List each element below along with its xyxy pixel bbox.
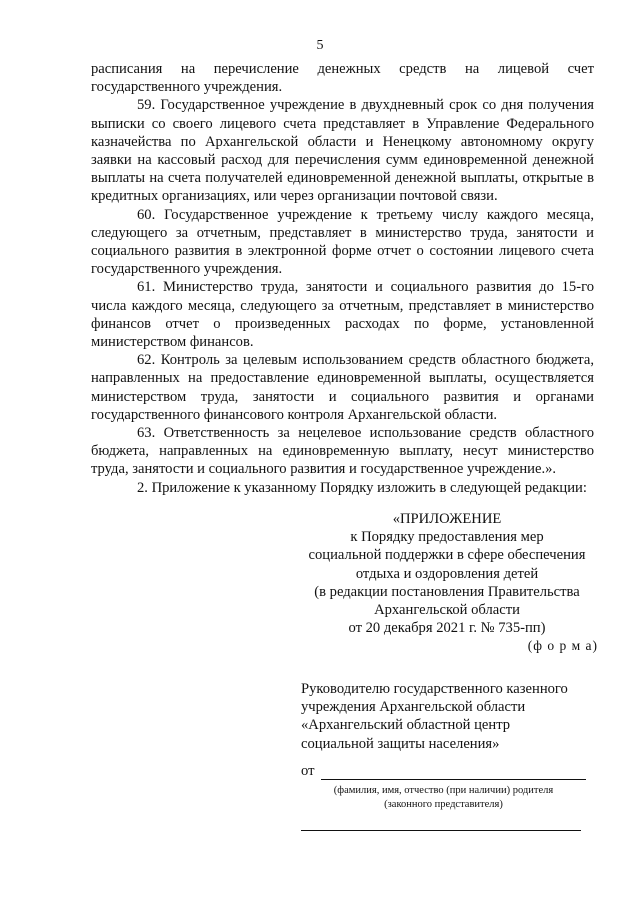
appendix-line: (в редакции постановления Правительства (314, 583, 580, 600)
paragraph-item-2: 2. Приложение к указанному Порядку изложить в следующей редакции: (137, 479, 587, 496)
paragraph-61: 61. Министерство труда, занятости и социального развития до 15-го числа каждого месяца, следующего за отчетным, представляет в министерство финансов отчет о произведенных расходах по форме, установленной министерством финансов. (91, 279, 594, 351)
appendix-title: «ПРИЛОЖЕНИЕ (392, 511, 502, 527)
from-hint-line: (законного представителя) (384, 798, 503, 810)
paragraph-63: 63. Ответственность за нецелевое использование средств областного бюджета, направленных на единовременную выплату, несут министерство труда, занятости и социального развития и государственное учреждение.». (91, 425, 594, 478)
addressee-line: Руководителю государственного казенного (301, 681, 568, 697)
from-label: от (301, 763, 315, 779)
from-input-line (321, 779, 586, 780)
appendix-line: отдыха и оздоровления детей (355, 565, 539, 582)
appendix-line: Архангельской области (374, 602, 520, 619)
appendix-line: от 20 декабря 2021 г. № 735-пп) (348, 620, 546, 637)
appendix-line: социальной поддержки в сфере обеспечения (308, 547, 586, 564)
from-hint-line: (фамилия, имя, отчество (при наличии) родителя (333, 785, 554, 796)
addressee-line: социальной защиты населения» (301, 735, 500, 752)
from-field (301, 762, 586, 782)
paragraph-59: 59. Государственное учреждение в двухдневный срок со дня получения выписки со своего лицевого счета представляет в Управление Федерального казначейства по Архангельской области и Ненецкому автономному округу заявки на кассовый расход для перечисления сумм единовременной денежной выплаты на счета получателей единовременной денежной выплаты, открытые в кредитных организациях, или через организации почтовой связи. (91, 97, 594, 205)
paragraph-continuation: расписания на перечисление денежных средств на лицевой счет государственного учреждения. (91, 61, 594, 96)
addressee-line: «Архангельский областной центр (301, 717, 511, 734)
document-body (91, 60, 594, 497)
form-label: (ф о р м а) (527, 638, 598, 653)
blank-input-line (301, 830, 581, 831)
addressee-line: учреждения Архангельской области (301, 699, 526, 716)
addressee-block (301, 680, 601, 753)
paragraph-62: 62. Контроль за целевым использованием средств областного бюджета, направленных на предоставление единовременной выплаты, осуществляется министерством труда, занятости и социального развития и органами государственного финансового контроля Архангельской области. (91, 352, 594, 423)
from-field-hint (301, 784, 586, 811)
appendix-header (290, 510, 604, 637)
appendix-line: к Порядку предоставления мер (350, 529, 544, 546)
paragraph-60: 60. Государственное учреждение к третьему числу каждого месяца, следующего за отчетным, представляет в министерство труда, занятости и социального развития в электронной форме отчет о состоянии лицевого счета государственного учреждения. (91, 206, 594, 278)
page-number: 5 (316, 38, 324, 53)
